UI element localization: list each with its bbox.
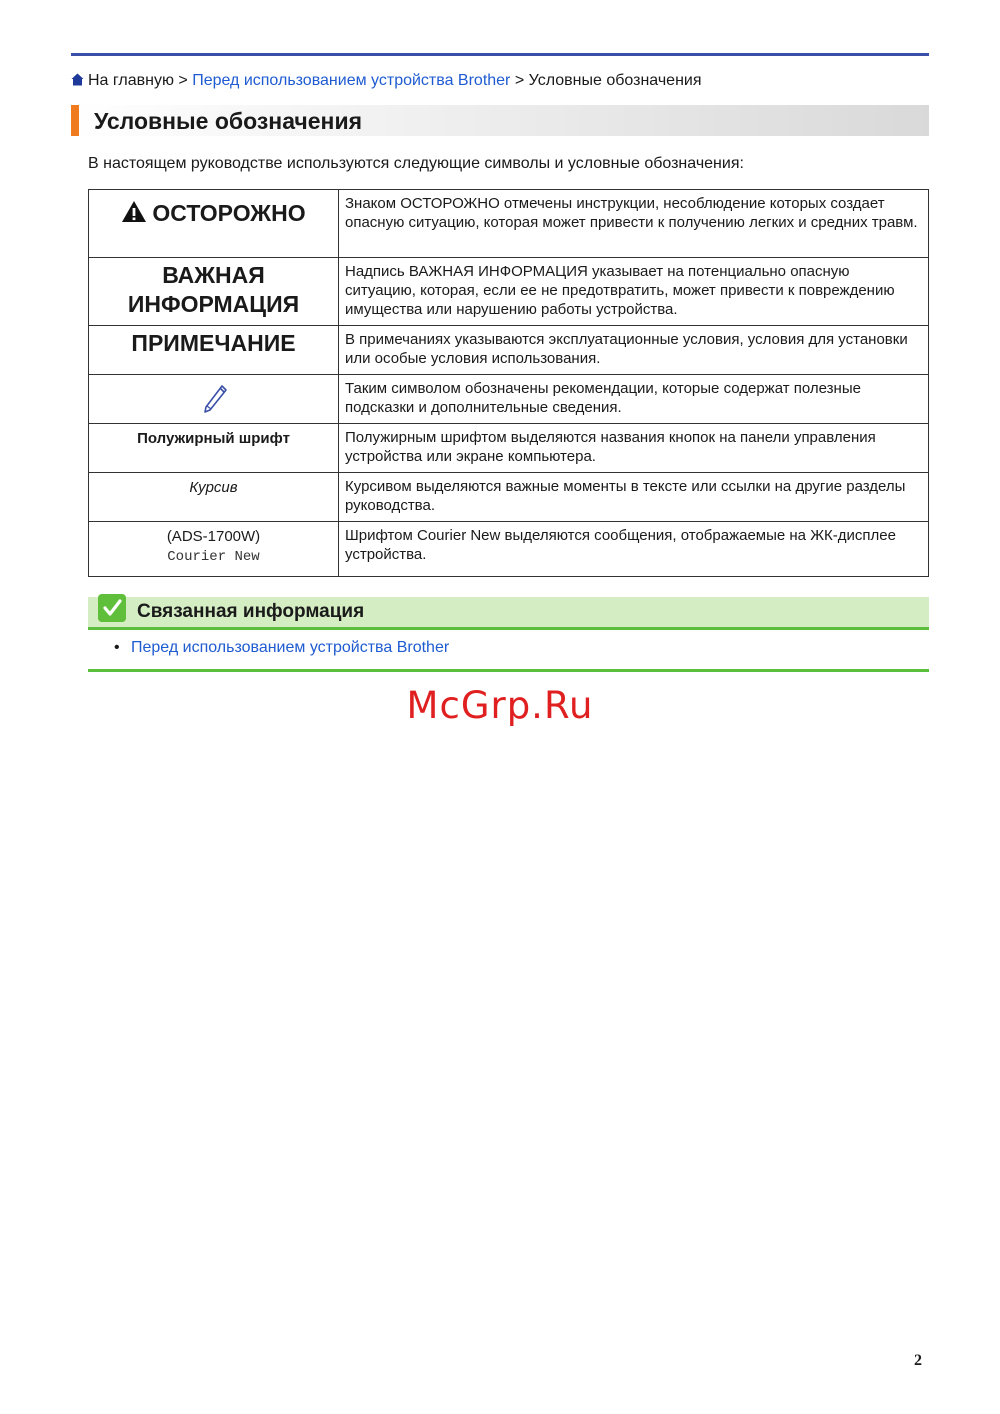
table-row [89, 522, 929, 577]
term-bold: Полужирный шрифт [137, 430, 290, 447]
breadcrumb-separator: > [178, 72, 188, 89]
description-cell: Полужирным шрифтом выделяются названия кнопок на панели управления устройства или экране компьютера. [339, 424, 929, 473]
intro-text: В настоящем руководстве используются следующие символы и условные обозначения: [88, 155, 744, 172]
table-row [89, 424, 929, 473]
term-important-line1: ВАЖНАЯ [162, 262, 265, 288]
page-title: Условные обозначения [94, 108, 363, 134]
conventions-table [88, 189, 929, 577]
watermark: McGrp.Ru [406, 684, 594, 727]
description-cell: Знаком ОСТОРОЖНО отмечены инструкции, несоблюдение которых создает опасную ситуацию, которая может привести к получению легких и средних травм. [339, 190, 929, 258]
table-row [89, 375, 929, 424]
related-info-title: Связанная информация [137, 601, 365, 622]
description-cell: Курсивом выделяются важные моменты в тексте или ссылки на другие разделы руководства. [339, 473, 929, 522]
breadcrumb-parent-link[interactable]: Перед использованием устройства Brother [192, 72, 511, 89]
bullet: • [114, 639, 120, 656]
page-number: 2 [914, 1352, 922, 1369]
term-note: ПРИМЕЧАНИЕ [131, 330, 296, 356]
term-cell [89, 326, 339, 375]
related-divider [88, 627, 929, 630]
description-cell: Надпись ВАЖНАЯ ИНФОРМАЦИЯ указывает на потенциально опасную ситуацию, которая, если ее не предотвратить, может привести к повреждению имущества или нарушению работы устройства. [339, 258, 929, 326]
term-cell [89, 424, 339, 473]
related-link[interactable]: Перед использованием устройства Brother [131, 639, 450, 656]
description-cell: Таким символом обозначены рекомендации, которые содержат полезные подсказки и дополнительные сведения. [339, 375, 929, 424]
description-cell: Шрифтом Courier New выделяются сообщения, отображаемые на ЖК-дисплее устройства. [339, 522, 929, 577]
breadcrumb [71, 71, 702, 91]
list-item [114, 638, 449, 658]
home-icon[interactable] [71, 73, 84, 86]
related-bottom-divider [88, 669, 929, 672]
warning-triangle-icon [121, 200, 147, 223]
page-title-bar [71, 105, 929, 136]
term-cell [89, 473, 339, 522]
breadcrumb-separator: > [514, 72, 525, 89]
term-cell [89, 522, 339, 577]
table-row [89, 326, 929, 375]
related-info-header [88, 597, 929, 627]
description-cell: В примечаниях указываются эксплуатационные условия, условия для установки или особые условия использования. [339, 326, 929, 375]
breadcrumb-home-link[interactable]: На главную [88, 72, 174, 89]
header-rule [71, 53, 929, 56]
term-italic: Курсив [189, 479, 238, 496]
term-courier: Courier New [167, 549, 260, 565]
breadcrumb-current: Условные обозначения [528, 72, 702, 89]
term-caution: ОСТОРОЖНО [152, 200, 306, 226]
checkmark-icon [98, 594, 126, 622]
term-model: (ADS-1700W) [166, 528, 261, 545]
table-row [89, 473, 929, 522]
term-cell [89, 190, 339, 258]
title-accent [71, 105, 79, 136]
term-cell [89, 375, 339, 424]
term-cell [89, 258, 339, 326]
pencil-icon [199, 381, 229, 413]
table-row [89, 258, 929, 326]
term-important-line2: ИНФОРМАЦИЯ [127, 291, 300, 317]
table-row [89, 190, 929, 258]
